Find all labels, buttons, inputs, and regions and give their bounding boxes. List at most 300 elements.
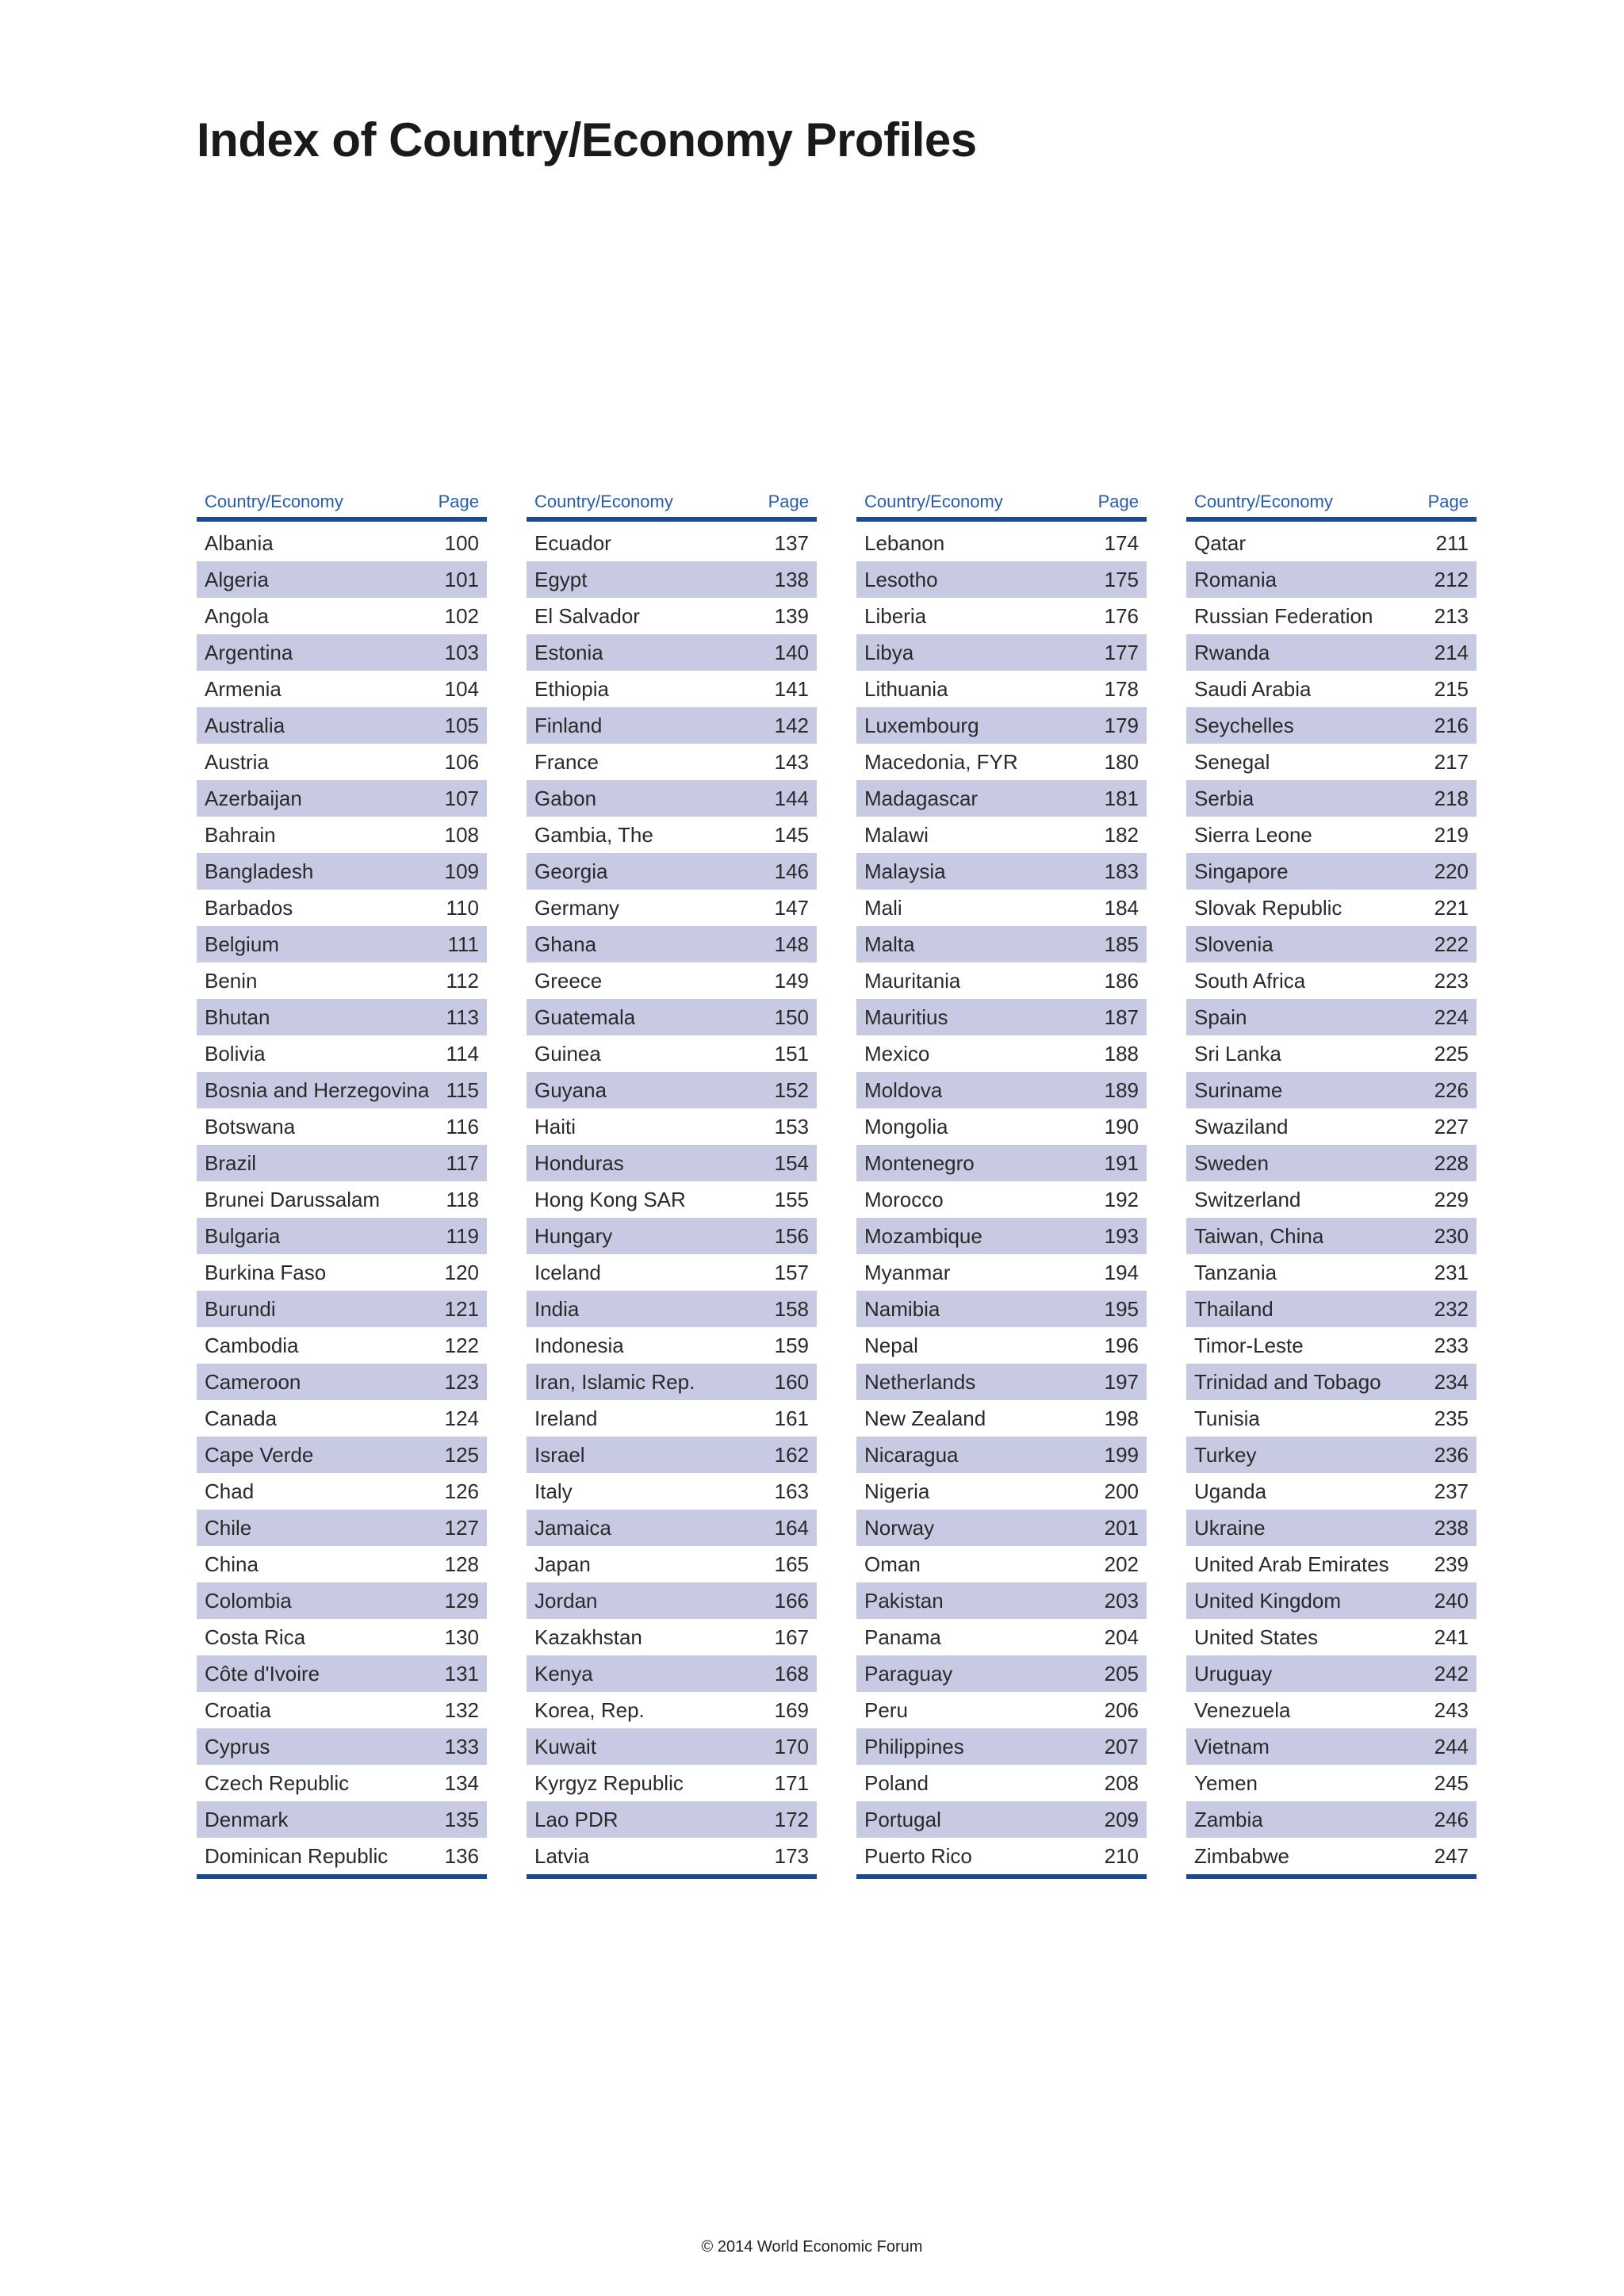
page-number: 129: [444, 1588, 479, 1613]
table-row: [527, 1145, 817, 1181]
index-table-column-1: [197, 488, 487, 1879]
table-row: [527, 1364, 817, 1400]
table-row: [1186, 1801, 1477, 1838]
country-name: Jamaica: [534, 1515, 611, 1540]
country-name: Hungary: [534, 1223, 613, 1248]
country-name: South Africa: [1194, 968, 1306, 993]
country-name: Albania: [205, 530, 274, 555]
page-number: 121: [444, 1296, 479, 1321]
page-number: 179: [1104, 713, 1139, 737]
page-number: 105: [444, 713, 479, 737]
page-number: 151: [774, 1041, 809, 1066]
page-number: 226: [1434, 1077, 1469, 1102]
page-number: 244: [1434, 1734, 1469, 1758]
country-name: Spain: [1194, 1004, 1247, 1029]
table-row: [197, 1291, 487, 1327]
table-row: [856, 561, 1147, 598]
country-column-header: Country/Economy: [534, 492, 673, 511]
table-row: [197, 1546, 487, 1582]
country-name: United Kingdom: [1194, 1588, 1341, 1613]
page-number: 181: [1104, 786, 1139, 810]
page-number: 131: [444, 1661, 479, 1686]
page-number: 235: [1434, 1406, 1469, 1430]
table-row: [197, 1619, 487, 1655]
country-name: Qatar: [1194, 530, 1247, 555]
country-name: Guinea: [534, 1041, 601, 1066]
page-number: 232: [1434, 1296, 1469, 1321]
page-number: 112: [446, 968, 479, 993]
page-number: 148: [774, 932, 809, 956]
page-number: 217: [1434, 749, 1469, 774]
page-number: 208: [1104, 1770, 1139, 1795]
country-name: United States: [1194, 1624, 1319, 1649]
table-row: [856, 1692, 1147, 1728]
page-number: 222: [1434, 932, 1469, 956]
country-name: Barbados: [205, 895, 293, 920]
table-row: [197, 1765, 487, 1801]
page-number: 134: [444, 1770, 479, 1795]
table-row: [856, 1291, 1147, 1327]
table-row: [1186, 1072, 1477, 1108]
page-number: 211: [1435, 530, 1469, 555]
table-row: [1186, 671, 1477, 707]
table-row: [1186, 1437, 1477, 1473]
page-number: 177: [1104, 640, 1139, 664]
table-row: [527, 1619, 817, 1655]
country-name: Seychelles: [1194, 713, 1294, 737]
table-rows: [527, 525, 817, 1879]
country-name: Kazakhstan: [534, 1624, 642, 1649]
country-name: Saudi Arabia: [1194, 676, 1312, 701]
country-name: Costa Rica: [205, 1624, 306, 1649]
table-row: [197, 1108, 487, 1145]
table-row: [527, 962, 817, 999]
page-number: 155: [774, 1187, 809, 1211]
copyright-footer: © 2014 World Economic Forum: [701, 2238, 923, 2256]
country-name: Ecuador: [534, 530, 611, 555]
country-name: Poland: [864, 1770, 929, 1795]
country-name: Malaysia: [864, 859, 946, 883]
country-name: France: [534, 749, 599, 774]
table-row: [856, 1655, 1147, 1692]
page-number: 192: [1104, 1187, 1139, 1211]
page-number: 247: [1434, 1843, 1469, 1868]
country-name: Slovak Republic: [1194, 895, 1342, 920]
country-name: Zambia: [1194, 1807, 1263, 1831]
table-row: [197, 1072, 487, 1108]
table-row: [197, 1145, 487, 1181]
table-row: [527, 1655, 817, 1692]
table-row: [197, 780, 487, 817]
country-name: Croatia: [205, 1697, 271, 1722]
country-name: Puerto Rico: [864, 1843, 972, 1868]
page-title: Index of Country/Economy Profiles: [197, 113, 977, 166]
table-rows: [1186, 525, 1477, 1879]
page-number: 144: [774, 786, 809, 810]
index-table-column-3: [856, 488, 1147, 1879]
country-name: Pakistan: [864, 1588, 944, 1613]
table-row: [197, 598, 487, 634]
country-name: Tanzania: [1194, 1260, 1277, 1284]
table-row: [527, 1437, 817, 1473]
country-name: Bolivia: [205, 1041, 266, 1066]
country-name: Singapore: [1194, 859, 1289, 883]
table-row: [1186, 926, 1477, 962]
country-name: Oman: [864, 1552, 921, 1576]
table-row: [197, 1728, 487, 1765]
country-name: El Salvador: [534, 603, 640, 628]
page-number: 215: [1434, 676, 1469, 701]
country-name: Mexico: [864, 1041, 930, 1066]
country-name: Macedonia, FYR: [864, 749, 1018, 774]
country-name: Colombia: [205, 1588, 292, 1613]
table-row: [197, 1801, 487, 1838]
page-number: 214: [1434, 640, 1469, 664]
country-name: Uruguay: [1194, 1661, 1273, 1686]
country-name: Tunisia: [1194, 1406, 1260, 1430]
page-number: 202: [1104, 1552, 1139, 1576]
country-name: Korea, Rep.: [534, 1697, 645, 1722]
country-name: Serbia: [1194, 786, 1254, 810]
country-name: Mauritius: [864, 1004, 948, 1029]
page-number: 186: [1104, 968, 1139, 993]
page-number: 169: [774, 1697, 809, 1722]
table-row: [856, 926, 1147, 962]
country-name: Paraguay: [864, 1661, 953, 1686]
country-name: Ethiopia: [534, 676, 609, 701]
page-number: 108: [444, 822, 479, 847]
page-number: 116: [446, 1114, 479, 1138]
page-number: 191: [1104, 1150, 1139, 1175]
country-name: Honduras: [534, 1150, 624, 1175]
country-name: Brunei Darussalam: [205, 1187, 381, 1211]
page-number: 103: [444, 640, 479, 664]
table-row: [527, 926, 817, 962]
table-row: [197, 1218, 487, 1254]
page-number: 189: [1104, 1077, 1139, 1102]
page-number: 145: [774, 822, 809, 847]
table-row: [856, 598, 1147, 634]
table-row: [1186, 1692, 1477, 1728]
table-row: [527, 598, 817, 634]
page-number: 213: [1434, 603, 1469, 628]
table-row: [1186, 1765, 1477, 1801]
table-row: [197, 1327, 487, 1364]
country-name: Montenegro: [864, 1150, 975, 1175]
page-number: 110: [446, 895, 479, 920]
table-row: [856, 1582, 1147, 1619]
table-row: [527, 1692, 817, 1728]
page-number: 218: [1434, 786, 1469, 810]
country-name: Angola: [205, 603, 269, 628]
country-name: Denmark: [205, 1807, 289, 1831]
country-name: Madagascar: [864, 786, 979, 810]
table-row: [197, 1510, 487, 1546]
country-name: Suriname: [1194, 1077, 1283, 1102]
table-row: [856, 1437, 1147, 1473]
country-name: Brazil: [205, 1150, 257, 1175]
page-number: 199: [1104, 1442, 1139, 1467]
page-number: 161: [774, 1406, 809, 1430]
country-name: Latvia: [534, 1843, 590, 1868]
country-name: Libya: [864, 640, 914, 664]
table-row: [527, 1181, 817, 1218]
table-row: [1186, 744, 1477, 780]
country-name: Kyrgyz Republic: [534, 1770, 684, 1795]
table-row: [856, 890, 1147, 926]
page-number: 204: [1104, 1624, 1139, 1649]
page-number: 221: [1434, 895, 1469, 920]
country-name: Argentina: [205, 640, 293, 664]
page-number: 239: [1434, 1552, 1469, 1576]
page-number: 165: [774, 1552, 809, 1576]
table-header: [197, 488, 487, 522]
country-name: Chile: [205, 1515, 252, 1540]
page-number: 245: [1434, 1770, 1469, 1795]
table-row: [856, 1765, 1147, 1801]
table-row: [197, 1181, 487, 1218]
country-name: Guatemala: [534, 1004, 636, 1029]
table-row: [1186, 1254, 1477, 1291]
country-name: Guyana: [534, 1077, 607, 1102]
table-row: [197, 1437, 487, 1473]
table-row: [197, 890, 487, 926]
page-number: 122: [444, 1333, 479, 1357]
table-row: [197, 853, 487, 890]
table-row: [856, 1510, 1147, 1546]
table-row: [197, 1473, 487, 1510]
page-number: 156: [774, 1223, 809, 1248]
country-name: Malta: [864, 932, 915, 956]
table-row: [197, 999, 487, 1035]
page-number: 100: [444, 530, 479, 555]
table-row: [197, 634, 487, 671]
country-column-header: Country/Economy: [864, 492, 1003, 511]
country-name: Kenya: [534, 1661, 593, 1686]
table-row: [527, 1291, 817, 1327]
table-row: [197, 1655, 487, 1692]
page-number: 190: [1104, 1114, 1139, 1138]
table-row: [527, 634, 817, 671]
country-name: Vietnam: [1194, 1734, 1270, 1758]
page-number: 136: [444, 1843, 479, 1868]
page-number: 119: [446, 1223, 479, 1248]
table-row: [1186, 999, 1477, 1035]
table-row: [856, 1546, 1147, 1582]
page-number: 171: [774, 1770, 809, 1795]
page-number: 194: [1104, 1260, 1139, 1284]
country-name: Cyprus: [205, 1734, 270, 1758]
table-row: [1186, 561, 1477, 598]
table-row: [856, 962, 1147, 999]
table-row: [1186, 1364, 1477, 1400]
country-name: Cameroon: [205, 1369, 301, 1394]
country-name: Hong Kong SAR: [534, 1187, 686, 1211]
page-number: 201: [1104, 1515, 1139, 1540]
table-row: [856, 1400, 1147, 1437]
country-name: Uganda: [1194, 1479, 1267, 1503]
country-name: China: [205, 1552, 259, 1576]
table-row: [527, 1838, 817, 1874]
table-row: [527, 999, 817, 1035]
country-name: Malawi: [864, 822, 929, 847]
country-name: Bulgaria: [205, 1223, 281, 1248]
table-row: [856, 1108, 1147, 1145]
country-name: Lithuania: [864, 676, 948, 701]
page-number: 220: [1434, 859, 1469, 883]
country-name: Thailand: [1194, 1296, 1274, 1321]
table-row: [856, 1181, 1147, 1218]
page-number: 219: [1434, 822, 1469, 847]
country-name: Mauritania: [864, 968, 961, 993]
page-number: 127: [444, 1515, 479, 1540]
table-row: [527, 1510, 817, 1546]
table-row: [197, 962, 487, 999]
table-row: [856, 1218, 1147, 1254]
country-name: Morocco: [864, 1187, 944, 1211]
page-number: 176: [1104, 603, 1139, 628]
page-number: 174: [1104, 530, 1139, 555]
page-number: 231: [1434, 1260, 1469, 1284]
country-name: Nepal: [864, 1333, 918, 1357]
table-row: [197, 744, 487, 780]
country-name: Timor-Leste: [1194, 1333, 1304, 1357]
page-number: 216: [1434, 713, 1469, 737]
country-name: Benin: [205, 968, 258, 993]
page-number: 153: [774, 1114, 809, 1138]
table-row: [1186, 525, 1477, 561]
country-name: Myanmar: [864, 1260, 951, 1284]
country-name: Jordan: [534, 1588, 598, 1613]
country-name: Dominican Republic: [205, 1843, 389, 1868]
country-name: Israel: [534, 1442, 585, 1467]
page-number: 141: [774, 676, 809, 701]
table-row: [856, 671, 1147, 707]
page-number: 205: [1104, 1661, 1139, 1686]
country-name: Moldova: [864, 1077, 943, 1102]
page-number: 123: [444, 1369, 479, 1394]
table-row: [1186, 1145, 1477, 1181]
country-name: Greece: [534, 968, 603, 993]
country-name: Kuwait: [534, 1734, 597, 1758]
country-name: Slovenia: [1194, 932, 1274, 956]
page-number: 142: [774, 713, 809, 737]
country-name: Lebanon: [864, 530, 945, 555]
table-row: [527, 744, 817, 780]
page-number: 212: [1434, 567, 1469, 591]
table-row: [856, 999, 1147, 1035]
table-row: [856, 1838, 1147, 1874]
table-row: [1186, 780, 1477, 817]
country-name: Rwanda: [1194, 640, 1270, 664]
country-name: India: [534, 1296, 580, 1321]
table-row: [527, 817, 817, 853]
page-number: 210: [1104, 1843, 1139, 1868]
page-number: 104: [444, 676, 479, 701]
country-name: Lesotho: [864, 567, 938, 591]
page-number: 224: [1434, 1004, 1469, 1029]
table-row: [856, 1801, 1147, 1838]
country-name: Luxembourg: [864, 713, 979, 737]
country-name: Sierra Leone: [1194, 822, 1312, 847]
table-row: [1186, 1181, 1477, 1218]
country-name: Mongolia: [864, 1114, 948, 1138]
page-number: 237: [1434, 1479, 1469, 1503]
page-number: 120: [444, 1260, 479, 1284]
country-name: United Arab Emirates: [1194, 1552, 1389, 1576]
table-row: [527, 525, 817, 561]
page-number: 117: [446, 1150, 479, 1175]
page-number: 170: [774, 1734, 809, 1758]
country-name: Panama: [864, 1624, 941, 1649]
page-number: 203: [1104, 1588, 1139, 1613]
table-row: [197, 817, 487, 853]
table-row: [527, 1072, 817, 1108]
country-name: Zimbabwe: [1194, 1843, 1289, 1868]
table-row: [197, 561, 487, 598]
page-column-header: Page: [1427, 492, 1469, 511]
table-row: [1186, 1400, 1477, 1437]
country-name: Estonia: [534, 640, 603, 664]
table-row: [527, 1327, 817, 1364]
country-name: Algeria: [205, 567, 269, 591]
country-name: Trinidad and Tobago: [1194, 1369, 1381, 1394]
page-number: 125: [444, 1442, 479, 1467]
table-row: [1186, 890, 1477, 926]
page-number: 130: [444, 1624, 479, 1649]
country-name: Gambia, The: [534, 822, 653, 847]
table-row: [856, 707, 1147, 744]
page-number: 159: [774, 1333, 809, 1357]
country-name: Egypt: [534, 567, 588, 591]
page-number: 182: [1104, 822, 1139, 847]
table-row: [1186, 1108, 1477, 1145]
page-number: 124: [444, 1406, 479, 1430]
country-name: Ukraine: [1194, 1515, 1266, 1540]
page-number: 118: [446, 1187, 479, 1211]
table-row: [197, 1364, 487, 1400]
page-number: 241: [1434, 1624, 1469, 1649]
country-name: Netherlands: [864, 1369, 976, 1394]
page-number: 152: [774, 1077, 809, 1102]
page-number: 106: [444, 749, 479, 774]
page-number: 238: [1434, 1515, 1469, 1540]
table-row: [856, 744, 1147, 780]
country-name: Cape Verde: [205, 1442, 314, 1467]
page-number: 160: [774, 1369, 809, 1394]
country-column-header: Country/Economy: [205, 492, 343, 511]
table-row: [1186, 1291, 1477, 1327]
page-number: 206: [1104, 1697, 1139, 1722]
page-number: 168: [774, 1661, 809, 1686]
table-row: [197, 671, 487, 707]
table-header: [527, 488, 817, 522]
page-number: 180: [1104, 749, 1139, 774]
page-number: 187: [1104, 1004, 1139, 1029]
page-number: 137: [774, 530, 809, 555]
country-name: Bhutan: [205, 1004, 270, 1029]
page-number: 107: [444, 786, 479, 810]
page-number: 150: [774, 1004, 809, 1029]
table-row: [197, 525, 487, 561]
table-row: [1186, 1838, 1477, 1874]
country-name: Iceland: [534, 1260, 601, 1284]
country-name: Portugal: [864, 1807, 941, 1831]
page-number: 228: [1434, 1150, 1469, 1175]
country-name: Japan: [534, 1552, 591, 1576]
table-row: [527, 1801, 817, 1838]
table-row: [1186, 1327, 1477, 1364]
